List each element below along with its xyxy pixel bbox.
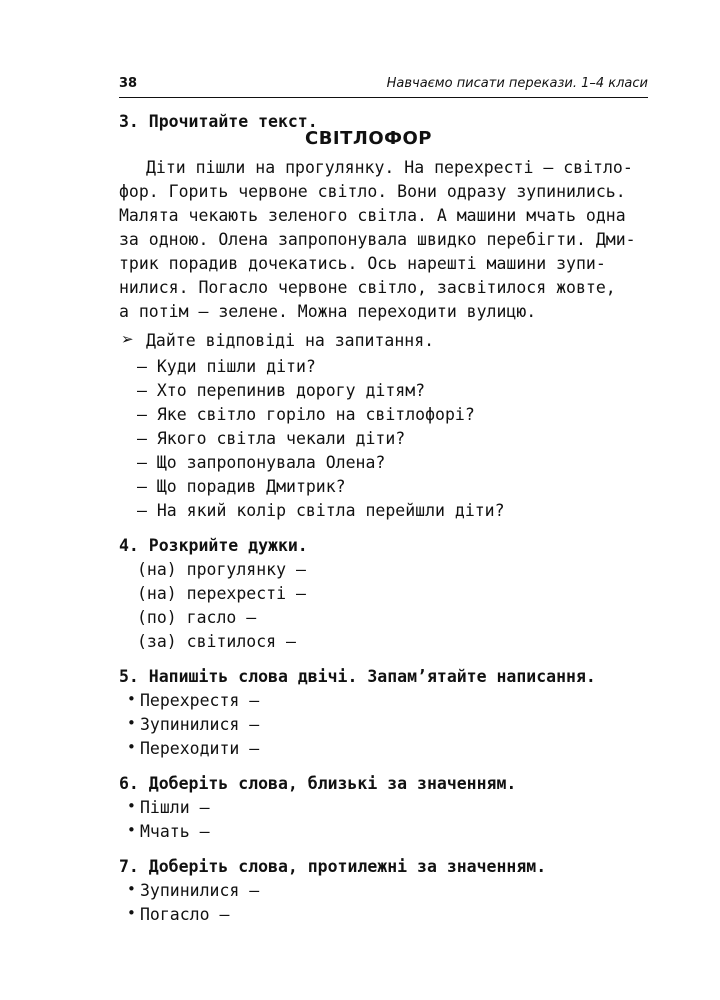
story-line: за одною. Олена запропонувала швидко перебігти. Дми- [119,230,636,249]
task5-item: Зупинилися — [140,715,260,734]
bullet-icon: • [127,880,136,898]
question-item: — Куди пішли діти? [137,357,316,376]
arrow-icon: ➢ [121,330,134,348]
story-line: фор. Горить червоне світло. Вони одразу зупинились. [119,182,626,201]
bullet-icon: • [127,690,136,708]
task5-item: Перехрестя — [140,691,260,710]
task6-item: Пішли — [140,798,210,817]
question-item: — Хто перепинив дорогу дітям? [137,381,426,400]
task6-item: Мчать — [140,822,210,841]
page-header [119,76,648,100]
questions-instruction: Дайте відповіді на запитання. [146,331,435,350]
question-item: — На який колір світла перейшли діти? [137,501,505,520]
question-item: — Яке світло горіло на світлофорі? [137,405,475,424]
bullet-icon: • [127,821,136,839]
task7-item: Погасло — [140,905,230,924]
story-line: нилися. Погасло червоне світло, засвітилося жовте, [119,278,616,297]
question-item: — Що порадив Дмитрик? [137,477,346,496]
story-line: трик порадив дочекатись. Ось нарешті машини зупи- [119,254,606,273]
task4-item: (на) перехресті — [137,584,306,603]
story-line: Діти пішли на прогулянку. На перехресті — світло- [146,158,633,177]
bullet-icon: • [127,904,136,922]
task7-item: Зупинилися — [140,881,260,900]
task4-item: (на) прогулянку — [137,560,306,579]
question-item: — Що запропонувала Олена? [137,453,386,472]
task4-item: (по) гасло — [137,608,257,627]
task6-heading: 6. Доберіть слова, близькі за значенням. [119,774,517,793]
story-line: Малята чекають зеленого світла. А машини мчать одна [119,206,626,225]
task5-heading: 5. Напишіть слова двічі. Запам’ятайте написання. [119,667,596,686]
header-rule [119,97,648,98]
task3-heading: 3. Прочитайте текст. [119,112,318,131]
bullet-icon: • [127,714,136,732]
running-title: Навчаємо писати перекази. 1–4 класи [386,76,648,91]
bullet-icon: • [127,797,136,815]
story-line: а потім — зелене. Можна переходити вулицю. [119,302,537,321]
task4-heading: 4. Розкрийте дужки. [119,536,308,555]
text-title: СВІТЛОФОР [305,128,433,149]
task7-heading: 7. Доберіть слова, протилежні за значенням. [119,857,547,876]
question-item: — Якого світла чекали діти? [137,429,406,448]
task4-item: (за) світилося — [137,632,296,651]
task5-item: Переходити — [140,739,260,758]
page-number: 38 [119,76,138,91]
bullet-icon: • [127,738,136,756]
